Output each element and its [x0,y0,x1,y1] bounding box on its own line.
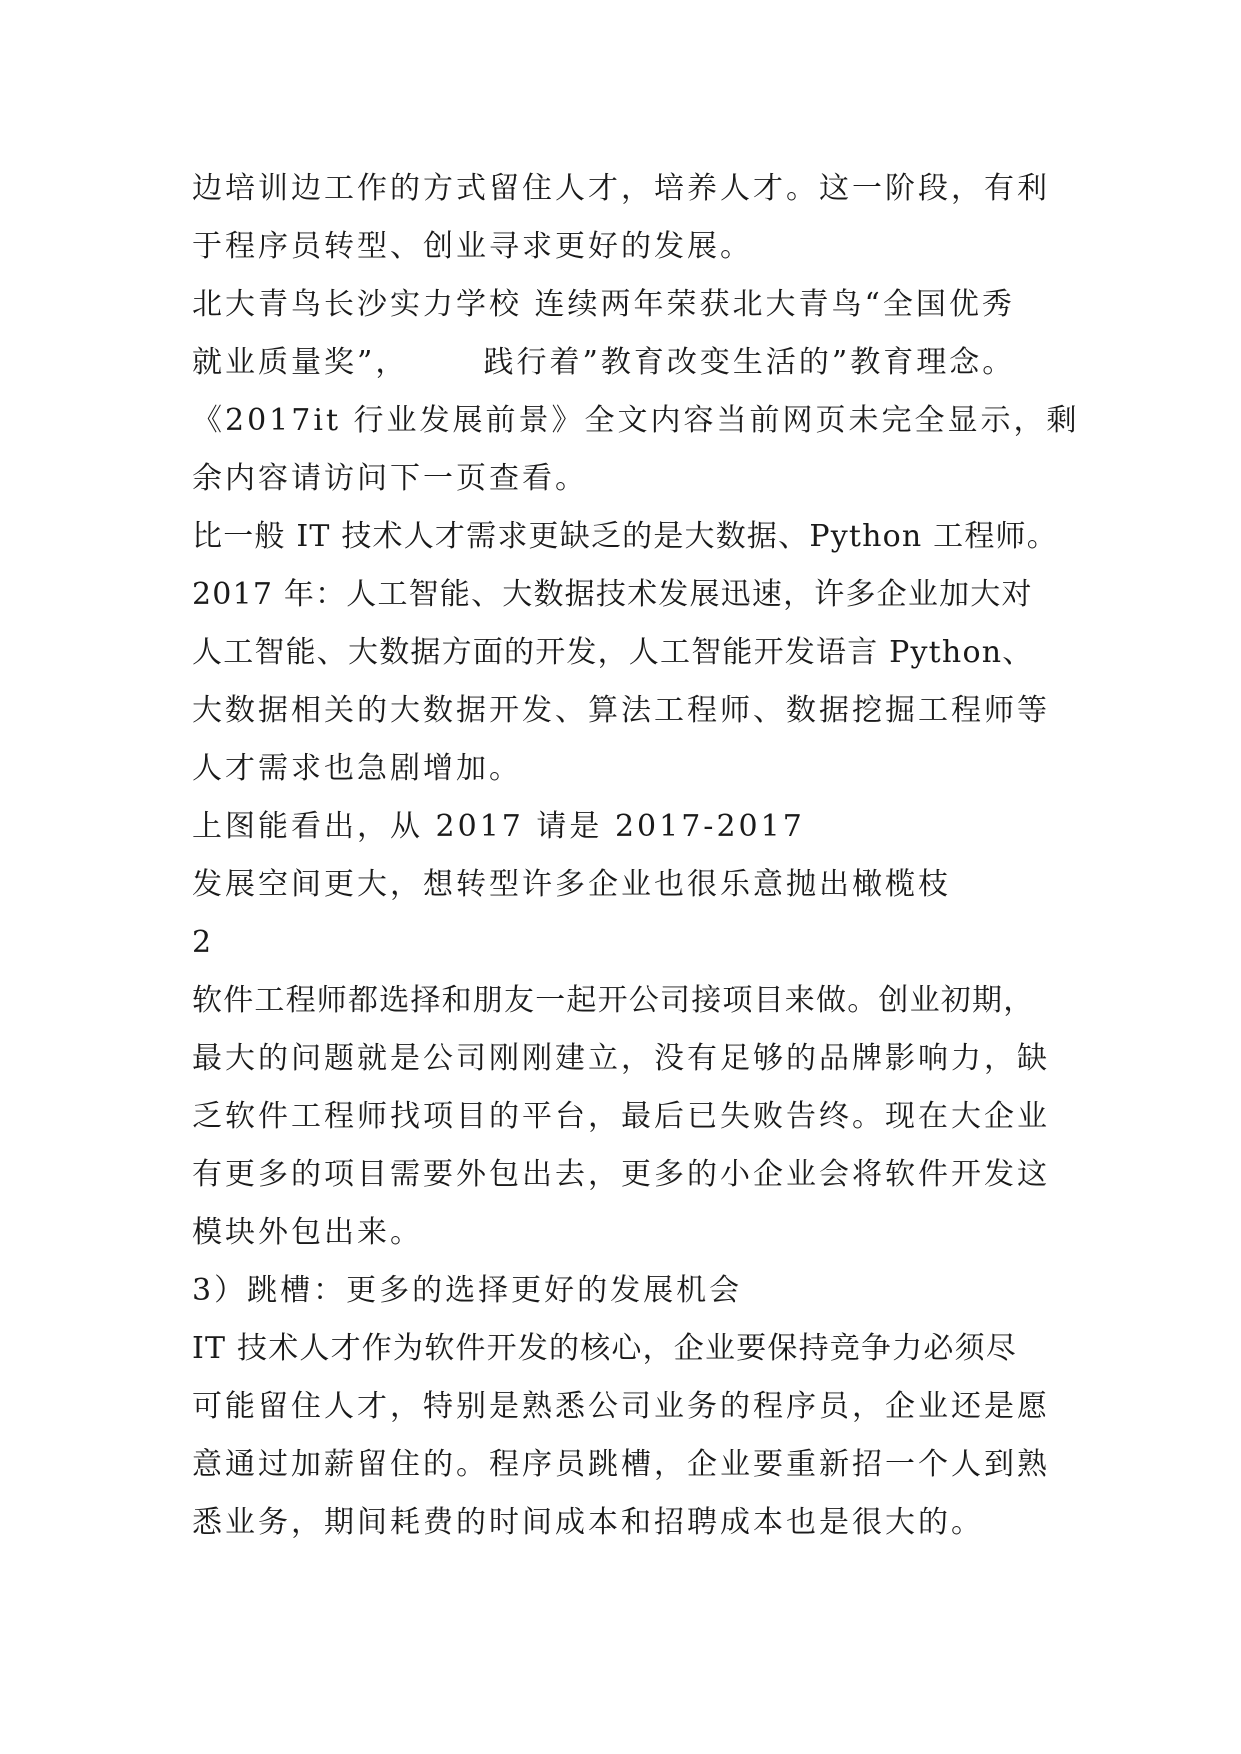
text-line: 人才需求也急剧增加。 [192,751,522,786]
section-heading: 3）跳槽：更多的选择更好的发展机会 [192,1273,743,1308]
text-line: 有更多的项目需要外包出去，更多的小企业会将软件开发这 [192,1157,1050,1192]
text-line: IT 技术人才作为软件开发的核心，企业要保持竞争力必须尽 [192,1331,1017,1366]
text-line: 发展空间更大，想转型许多企业也很乐意抛出橄榄枝 [192,867,951,902]
text-line: 模块外包出来。 [192,1215,423,1250]
text-line: 可能留住人才，特别是熟悉公司业务的程序员，企业还是愿 [192,1389,1050,1424]
page-number-inline: 2 [192,925,215,960]
text-line: 乏软件工程师找项目的平台，最后已失败告终。现在大企业 [192,1099,1050,1134]
text-line: 边培训边工作的方式留住人才，培养人才。这一阶段，有利 [192,171,1050,206]
text-line: 余内容请访问下一页查看。 [192,461,588,496]
text-line: 2017 年：人工智能、大数据技术发展迅速，许多企业加大对 [192,577,1033,612]
document-body [192,160,1080,1552]
text-line: 最大的问题就是公司刚刚建立，没有足够的品牌影响力，缺 [192,1041,1050,1076]
text-line: 悉业务，期间耗费的时间成本和招聘成本也是很大的。 [192,1505,984,1540]
text-line: 于程序员转型、创业寻求更好的发展。 [192,229,753,264]
text-line: 就业质量奖”， 践行着”教育改变生活的”教育理念。 [192,345,1016,380]
text-line: 北大青鸟长沙实力学校 连续两年荣获北大青鸟“全国优秀 [192,287,1015,322]
text-line: 比一般 IT 技术人才需求更缺乏的是大数据、Python 工程师。 [192,519,1058,554]
text-line: 软件工程师都选择和朋友一起开公司接项目来做。创业初期， [192,983,1035,1018]
text-line: 意通过加薪留住的。程序员跳槽，企业要重新招一个人到熟 [192,1447,1050,1482]
text-line: 人工智能、大数据方面的开发，人工智能开发语言 Python、 [192,635,1034,670]
text-line: 大数据相关的大数据开发、算法工程师、数据挖掘工程师等 [192,693,1050,728]
text-line: 上图能看出，从 2017 请是 2017-2017 [192,809,805,844]
text-line: 《2017it 行业发展前景》全文内容当前网页未完全显示，剩 [192,403,1080,438]
